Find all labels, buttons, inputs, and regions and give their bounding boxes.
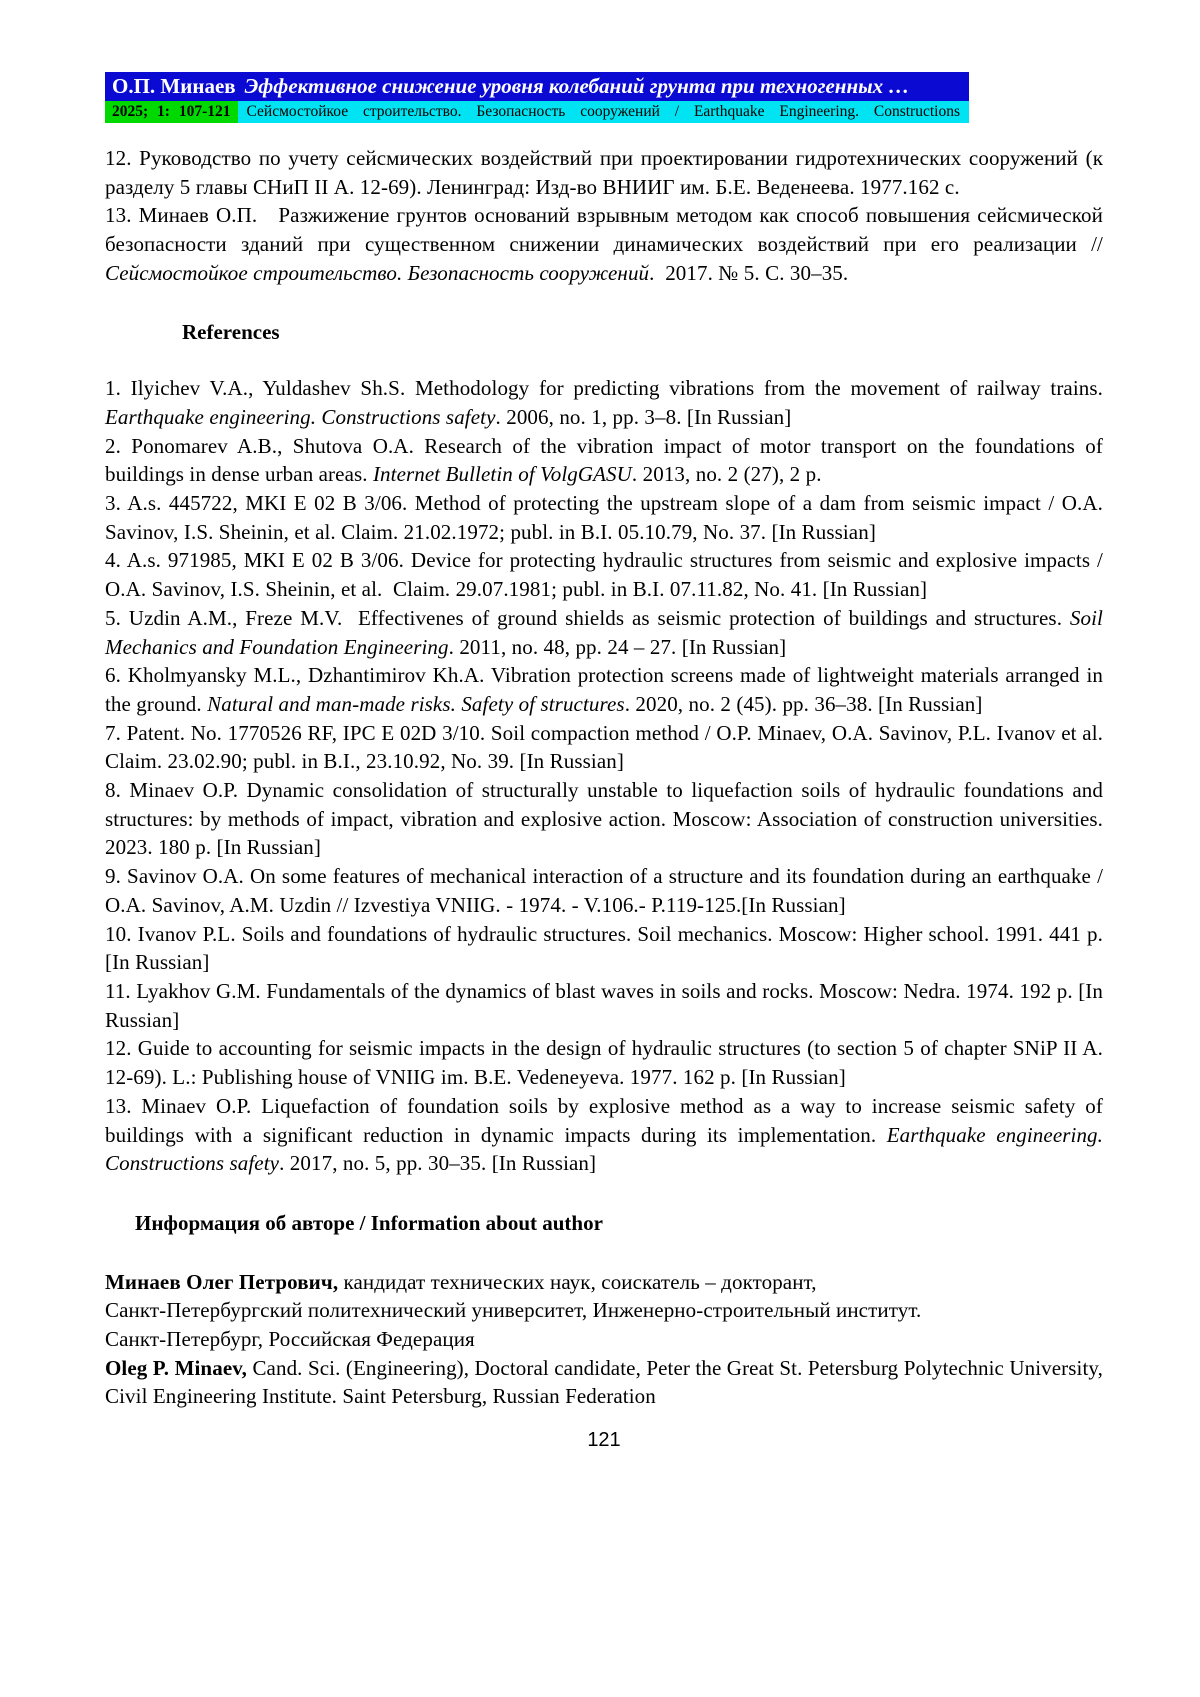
text-run: 8. Minaev O.P. Dynamic consolidation of structurally unstable to liquefaction soils of hydraulic foundations and structures: by methods of impact, vibration and explosive action. Moscow: Association of construction universities. 2023. 180 p. [In Russian] [105,778,1103,860]
header-article-title: Эффективное снижение уровня колебаний грунта при техногенных … [244,74,910,98]
text-run: Soil Mechanics and Foundation Engineering [105,605,1103,659]
header-title-bar [105,72,969,101]
russian-references-block [105,144,1103,288]
running-header [105,72,969,123]
text-run: Санкт-Петербург, Российская Федерация [105,1327,475,1352]
text-run: . 2017. № 5. С. 30–35. [649,260,849,285]
text-run: 12. Guide to accounting for seismic impacts in the design of hydraulic structures (to section 5 of chapter SNiP II A. 12-69). L.: Publishing house of VNIIG im. B.E. Vedeneyeva. 1977. 162 p. [In Russian] [105,1036,1103,1090]
reference-item [105,661,1103,718]
text-run: 1. Ilyichev V.A., Yuldashev Sh.S. Methodology for predicting vibrations from the movement of railway trains. [105,376,1103,401]
reference-item [105,374,1103,431]
text-run: . 2011, no. 48, pp. 24 – 27. [In Russian] [448,634,787,659]
journal-name-strip: Сейсмостойкое строительство. Безопасность сооружений / Earthquake Engineering. Constructions [238,101,970,123]
text-run: Earthquake engineering. Constructions safety [105,404,496,429]
issue-badge: 2025; 1: 107-121 [105,101,238,123]
author-info-heading: Информация об авторе / Information about author [135,1210,603,1235]
text-run: 13. Минаев О.П. Разжижение грунтов оснований взрывным методом как способ повышения сейсмической безопасности зданий при существенном снижении динамических воздействий при его реализации // [105,203,1103,257]
text-run: Сейсмостойкое строительство. Безопасность сооружений [105,260,650,285]
text-run: Earthquake engineering. Constructions safety [105,1122,1103,1176]
text-run: 9. Savinov O.A. On some features of mechanical interaction of a structure and its foundation during an earthquake / O.A. Savinov, A.M. Uzdin // Izvestiya VNIIG. - 1974. - V.106.- P.119-125.[In Russian] [105,864,1103,917]
russian-reference-item [105,201,1103,287]
reference-item [105,920,1103,977]
text-run: Oleg P. Minaev, [105,1355,248,1380]
page-footer [105,1428,1103,1452]
text-run: . 2017, no. 5, pp. 30–35. [In Russian] [279,1151,597,1176]
text-run: 2. Ponomarev A.B., Shutova O.A. Research of the vibration impact of motor transport on the foundations of buildings in dense urban areas. [105,433,1103,487]
text-run: . 2006, no. 1, pp. 3–8. [In Russian] [495,404,792,429]
reference-item [105,432,1103,489]
page-number: 121 [587,1429,621,1452]
reference-item [105,1092,1103,1178]
reference-item [105,719,1103,776]
author-info-line-ru [105,1268,1103,1297]
text-run: . 2013, no. 2 (27), 2 p. [631,462,822,487]
text-run: Минаев Олег Петрович, [105,1269,339,1294]
reference-item [105,546,1103,603]
text-run: 10. Ivanov P.L. Soils and foundations of hydraulic structures. Soil mechanics. Moscow: Higher school. 1991. 441 p. [In Russian] [105,921,1103,975]
reference-item [105,604,1103,661]
header-issue-bar [105,101,969,123]
text-run: Cand. Sci. (Engineering), Doctoral candidate, Peter the Great St. Petersburg Polytechnic University, Civil Engineering Institute. Saint Petersburg, Russian Federation [105,1355,1103,1409]
text-run: 3. A.s. 445722, MKI E 02 B 3/06. Method of protecting the upstream slope of a dam from seismic impact / O.A. Savinov, I.S. Sheinin, et al. Claim. 21.02.1972; publ. in B.I. 05.10.79, No. 37. [In Russian] [105,491,1103,544]
text-run: кандидат технических наук, соискатель – докторант, [338,1269,817,1294]
russian-reference-item [105,144,1103,201]
text-run: . 2020, no. 2 (45). pp. 36–38. [In Russian] [624,691,983,716]
references-heading: References [182,319,280,344]
author-info-line-en [105,1354,1103,1411]
text-run: 7. Patent. No. 1770526 RF, IPC E 02D 3/10. Soil compaction method / O.P. Minaev, O.A. Savinov, P.L. Ivanov et al. Claim. 23.02.90; publ. in B.I., 23.10.92, No. 39. [In Russian] [105,720,1103,774]
text-run: Санкт-Петербургский политехнический университет, Инженерно-строительный институт. [105,1298,922,1323]
text-run: 6. Kholmyansky M.L., Dzhantimirov Kh.A. Vibration protection screens made of lightweight materials arranged in the ground. [105,663,1103,716]
references-list [105,374,1103,1178]
reference-item [105,1034,1103,1091]
author-info-line-ru [105,1296,1103,1325]
text-run: 13. Minaev O.P. Liquefaction of foundation soils by explosive method as a way to increase seismic safety of buildings with a significant reduction in dynamic impacts during its implementation. [105,1093,1103,1147]
header-author: О.П. Минаев [112,74,236,98]
reference-item [105,977,1103,1034]
text-run: Internet Bulletin of VolgGASU [372,462,632,487]
text-run: 12. Руководство по учету сейсмических воздействий при проектировании гидротехнических сооружений (к разделу 5 главы СНиП II А. 12-69). Ленинград: Изд-во ВНИИГ им. Б.Е. Веденеева. 1977.162 с. [105,146,1103,199]
text-run: 11. Lyakhov G.M. Fundamentals of the dynamics of blast waves in soils and rocks. Moscow: Nedra. 1974. 192 p. [In Russian] [105,978,1103,1032]
reference-item [105,862,1103,919]
text-run: 5. Uzdin A.M., Freze M.V. Effectivenes of ground shields as seismic protection of buildings and structures. [105,605,1070,630]
text-run: Natural and man-made risks. Safety of structures [207,691,625,716]
reference-item [105,489,1103,546]
author-info-line-ru [105,1325,1103,1354]
text-run: 4. A.s. 971985, MKI E 02 B 3/06. Device for protecting hydraulic structures from seismic and explosive impacts / O.A. Savinov, I.S. Sheinin, et al. Claim. 29.07.1981; publ. in B.I. 07.11.82, No. 41. [In Russian] [105,548,1103,602]
reference-item [105,776,1103,862]
author-info-block [105,1268,1103,1412]
